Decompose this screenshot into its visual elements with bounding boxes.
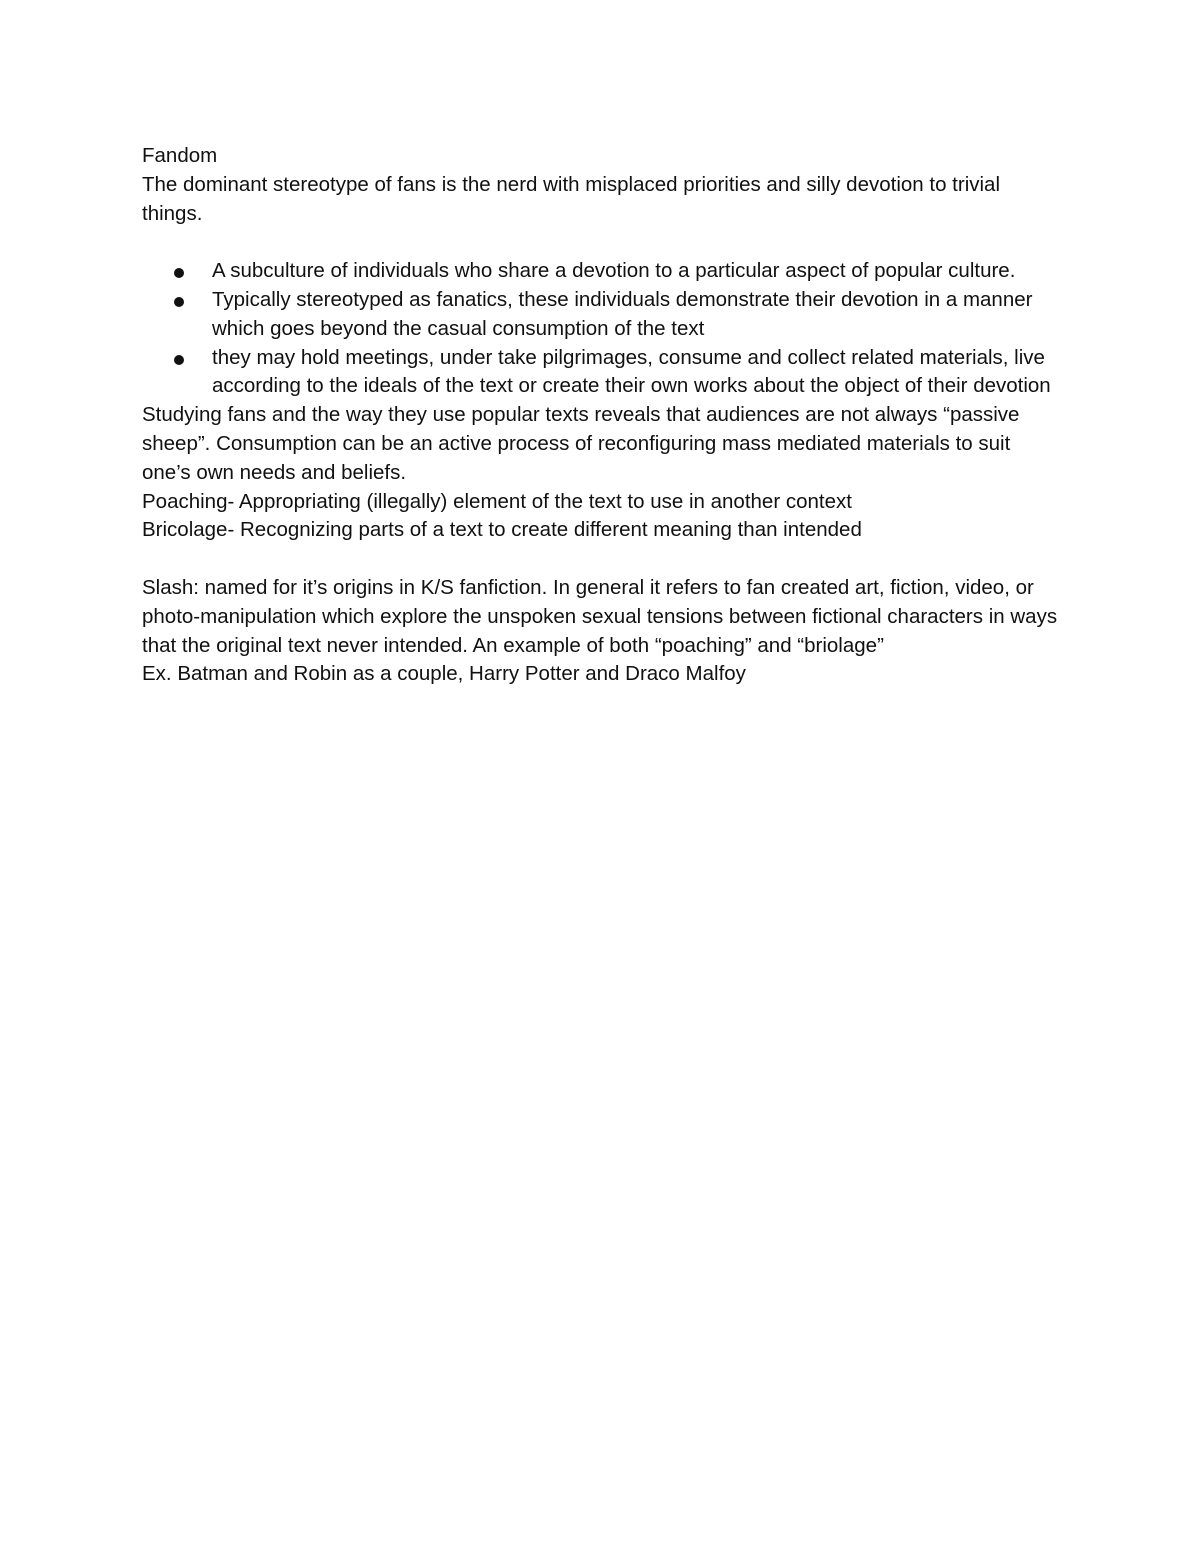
intro-paragraph: The dominant stereotype of fans is the nerd with misplaced priorities and silly devotion to trivial things. — [142, 172, 1001, 225]
studying-paragraph: Studying fans and the way they use popular texts reveals that audiences are not always “passive sheep”. Consumption can be an active process of reconfiguring mass mediated materials to suit one’s own needs and beliefs. — [142, 403, 1020, 484]
bullet-icon — [174, 268, 184, 278]
list-item-text: A subculture of individuals who share a devotion to a particular aspect of popular culture. — [212, 259, 1016, 283]
list-item — [142, 286, 1062, 344]
example-line: Ex. Batman and Robin as a couple, Harry Potter and Draco Malfoy — [142, 662, 746, 686]
poaching-definition: Poaching- Appropriating (illegally) element of the text to use in another context — [142, 489, 852, 513]
list-item-text: Typically stereotyped as fanatics, these individuals demonstrate their devotion in a manner which goes beyond the casual consumption of the text — [212, 287, 1033, 340]
document-body — [142, 142, 1062, 689]
slash-paragraph: Slash: named for it’s origins in K/S fanfiction. In general it refers to fan created art, fiction, video, or photo-manipulation which explore the unspoken sexual tensions between fictional characters in ways that the original text never intended. An example of both “poaching” and “briolage” — [142, 575, 1058, 657]
list-item-text: they may hold meetings, under take pilgrimages, consume and collect related materials, live according to the ideals of the text or create their own works about the object of their devotion — [212, 345, 1051, 398]
bullet-list — [142, 257, 1062, 401]
bullet-icon — [174, 355, 184, 365]
blank-line — [142, 228, 1062, 257]
bullet-icon — [174, 297, 184, 307]
list-item — [142, 344, 1062, 402]
list-item — [142, 257, 1062, 286]
bricolage-definition: Bricolage- Recognizing parts of a text to create different meaning than intended — [142, 518, 862, 542]
document-title: Fandom — [142, 144, 218, 167]
blank-line — [142, 545, 1062, 574]
